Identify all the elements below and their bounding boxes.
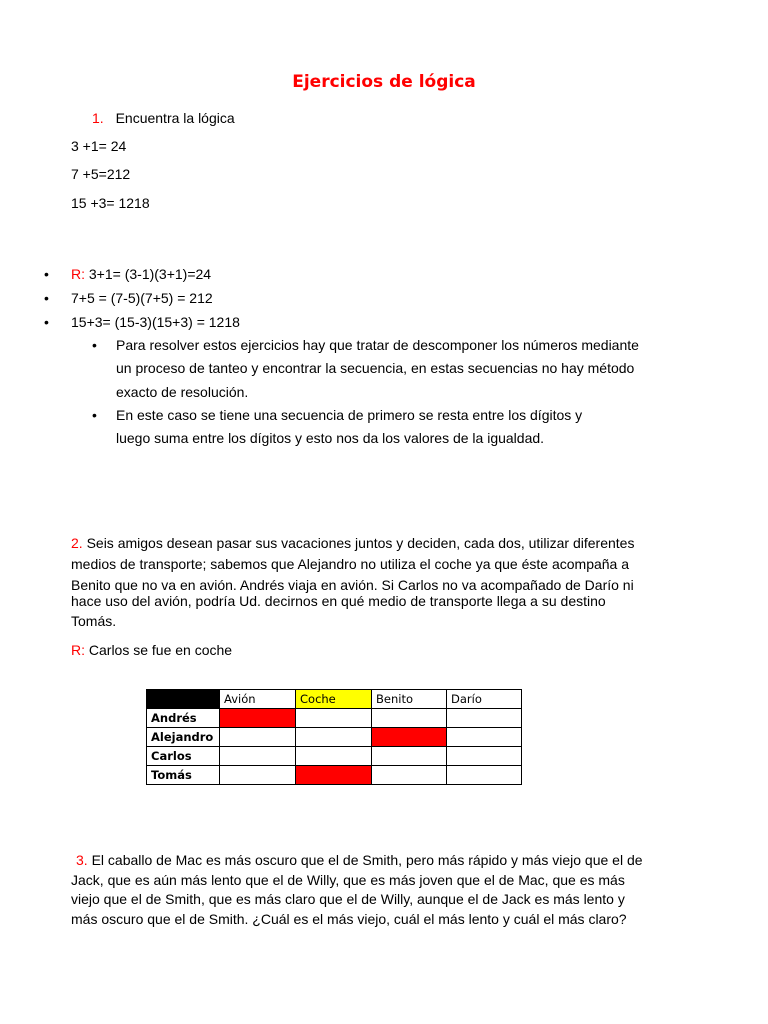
table-cell: [447, 728, 522, 747]
table-row: [147, 709, 522, 728]
exercise-3-number: 3.: [76, 852, 88, 868]
table-cell: [447, 747, 522, 766]
exercise-1-title: Encuentra la lógica: [115, 110, 235, 126]
exercise-2-answer-text: Carlos se fue en coche: [85, 642, 233, 658]
table-header-corner: [147, 690, 220, 709]
exercise-3-line-4: más oscuro que el de Smith. ¿Cuál es el más viejo, cuál el más lento y cuál el más claro?: [71, 911, 627, 927]
table-header-row: [147, 690, 522, 709]
table-cell: [296, 766, 372, 785]
bullet-icon: •: [44, 290, 49, 306]
exercise-3-line-1: [76, 852, 643, 868]
explanation-2-line-1: En este caso se tiene una secuencia de primero se resta entre los dígitos y: [116, 407, 583, 423]
table-cell: [372, 728, 447, 747]
table-cell: [296, 709, 372, 728]
table-row-label: Tomás: [147, 766, 220, 785]
exercise-2-line-5: Tomás.: [71, 613, 117, 629]
exercise-1-line-1: 3 +1= 24: [71, 138, 127, 154]
table-cell: [296, 728, 372, 747]
table-row-label: Andrés: [147, 709, 220, 728]
exercise-3-line-2: Jack, que es aún más lento que el de Willy, que es más joven que el de Mac, que es más: [71, 872, 625, 888]
table-header-avion: Avión: [220, 690, 296, 709]
explanation-1-line-1: Para resolver estos ejercicios hay que tratar de descomponer los números mediante: [116, 337, 639, 353]
table-header-benito: Benito: [372, 690, 447, 709]
table-row-label: Alejandro: [147, 728, 220, 747]
table-row: [147, 766, 522, 785]
bullet-icon: •: [44, 314, 49, 330]
exercise-1-line-3: 15 +3= 1218: [71, 195, 150, 211]
table-cell: [220, 766, 296, 785]
table-cell: [447, 766, 522, 785]
explanation-1-line-3: exacto de resolución.: [116, 384, 249, 400]
table-cell: [220, 709, 296, 728]
table-header-coche: Coche: [296, 690, 372, 709]
table-cell: [296, 747, 372, 766]
exercise-2-line-1: [71, 535, 634, 551]
table-cell: [372, 709, 447, 728]
exercise-2-line-3: Benito que no va en avión. Andrés viaja en avión. Si Carlos no va acompañado de Darío ni: [71, 577, 634, 593]
logic-table: [146, 689, 522, 785]
table-row: [147, 747, 522, 766]
answer-label: R:: [71, 642, 85, 658]
answer-1-text: 3+1= (3-1)(3+1)=24: [85, 266, 212, 282]
table-cell: [447, 709, 522, 728]
exercise-1-line-2: 7 +5=212: [71, 166, 131, 182]
exercise-1-heading: [92, 110, 235, 126]
answer-1-line-1: [71, 266, 211, 282]
answer-1-line-2: 7+5 = (7-5)(7+5) = 212: [71, 290, 213, 306]
exercise-2-number: 2.: [71, 535, 83, 551]
exercise-2-line-2: medios de transporte; sabemos que Alejandro no utiliza el coche ya que éste acompaña a: [71, 556, 630, 572]
exercise-2-line-4: hace uso del avión, podría Ud. decirnos en qué medio de transporte llega a su destino: [71, 593, 606, 609]
page-title: Ejercicios de lógica: [292, 72, 476, 92]
table-header-dario: Darío: [447, 690, 522, 709]
exercise-1-number: 1.: [92, 110, 104, 126]
explanation-2-line-2: luego suma entre los dígitos y esto nos da los valores de la igualdad.: [116, 430, 545, 446]
answer-1-line-3: 15+3= (15-3)(15+3) = 1218: [71, 314, 240, 330]
table-cell: [220, 728, 296, 747]
answer-label: R:: [71, 266, 85, 282]
table-cell: [372, 766, 447, 785]
exercise-3-text-1: El caballo de Mac es más oscuro que el de Smith, pero más rápido y más viejo que el de: [87, 852, 643, 868]
table-cell: [372, 747, 447, 766]
table-cell: [220, 747, 296, 766]
exercise-2-answer: [71, 642, 232, 658]
exercise-2-text-1: Seis amigos desean pasar sus vacaciones juntos y deciden, cada dos, utilizar diferentes: [82, 535, 635, 551]
table-row: [147, 728, 522, 747]
exercise-3-line-3: viejo que el de Smith, que es más claro que el de Willy, aunque el de Jack es más lento y: [71, 891, 625, 907]
table-row-label: Carlos: [147, 747, 220, 766]
bullet-icon: •: [92, 337, 97, 353]
explanation-1-line-2: un proceso de tanteo y encontrar la secuencia, en estas secuencias no hay método: [116, 360, 635, 376]
bullet-icon: •: [44, 266, 49, 282]
bullet-icon: •: [92, 407, 97, 423]
